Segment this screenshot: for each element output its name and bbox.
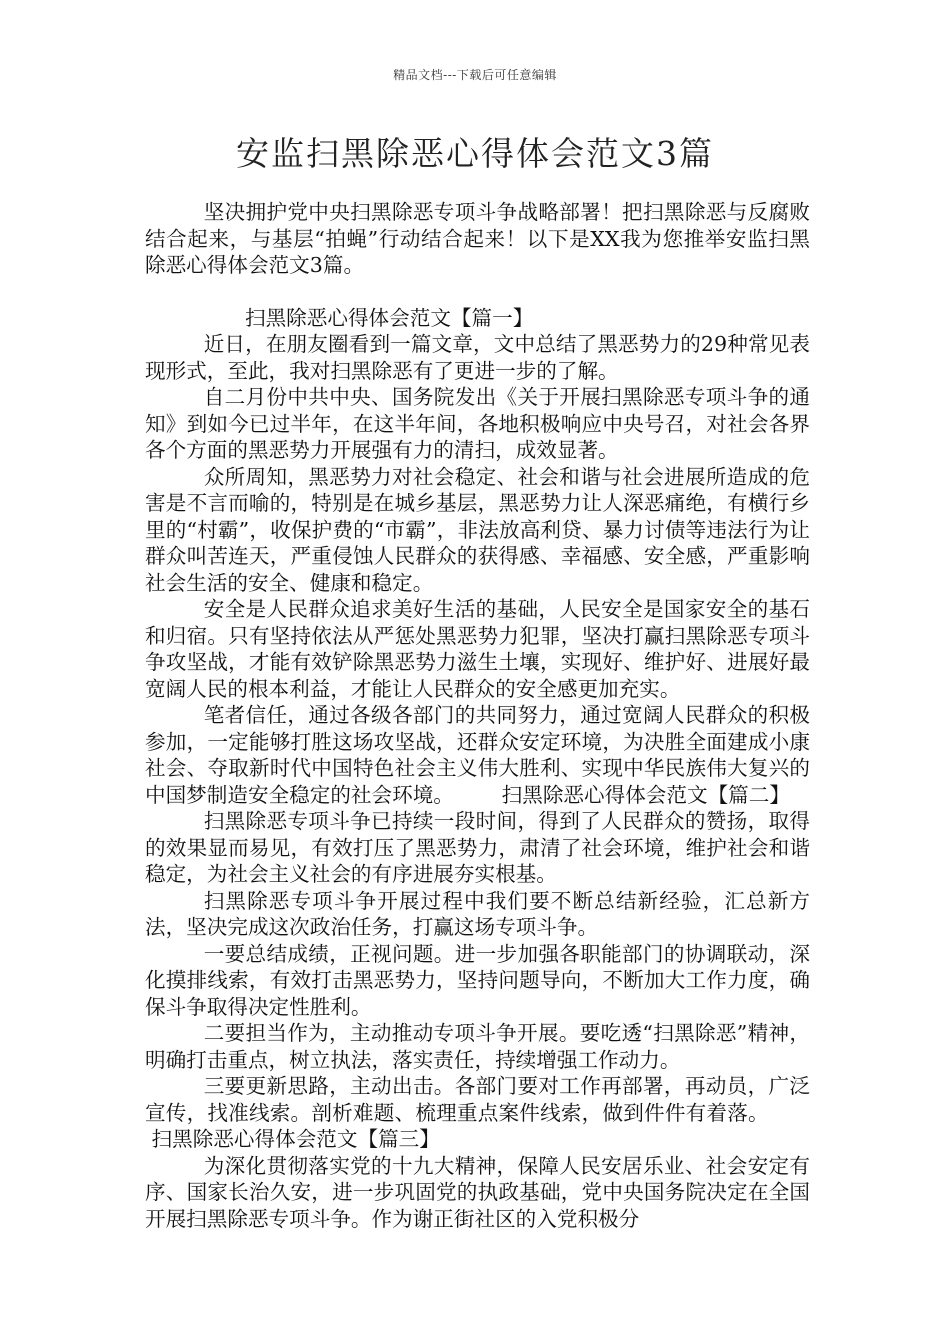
- paragraph: 众所周知，黑恶势力对社会稳定、社会和谐与社会进展所造成的危害是不言而喻的，特别是在城乡基层，黑恶势力让人深恶痛绝，有横行乡里的“村霸”，收保护费的“市霸”，非法放高利贷、暴力讨债等违法行为让群众叫苦连天，严重侵蚀人民群众的获得感、幸福感、安全感，严重影响社会生活的安全、健康和稳定。: [145, 464, 810, 595]
- section-heading-2: 扫黑除恶心得体会范文【篇二】: [501, 782, 790, 807]
- running-header: 精品文档---下载后可任意编辑: [393, 68, 557, 82]
- document-body: [145, 199, 810, 1232]
- paragraph: 近日，在朋友圈看到一篇文章，文中总结了黑恶势力的29种常见表现形式，至此，我对扫黑除恶有了更进一步的了解。: [145, 332, 810, 383]
- intro-paragraph: 坚决拥护党中央扫黑除恶专项斗争战略部署！把扫黑除恶与反腐败结合起来，与基层“拍蝇”行动结合起来！以下是XX我为您推举安监扫黑除恶心得体会范文3篇。: [145, 200, 810, 277]
- paragraph: 为深化贯彻落实党的十九大精神，保障人民安居乐业、社会安定有序、国家长治久安，进一步巩固党的执政基础，党中央国务院决定在全国开展扫黑除恶专项斗争。作为谢正街社区的入党积极分: [145, 1153, 810, 1231]
- paragraph: 扫黑除恶专项斗争开展过程中我们要不断总结新经验，汇总新方法，坚决完成这次政治任务，打赢这场专项斗争。: [145, 888, 810, 939]
- paragraph: 一要总结成绩，正视问题。进一步加强各职能部门的协调联动，深化摸排线索，有效打击黑恶势力，坚持问题导向，不断加大工作力度，确保斗争取得决定性胜利。: [145, 941, 810, 1019]
- paragraph: 三要更新思路，主动出击。各部门要对工作再部署，再动员，广泛宣传，找准线索。剖析难题、梳理重点案件线索，做到件件有着落。: [145, 1074, 810, 1125]
- section-heading-1: 扫黑除恶心得体会范文【篇一】: [245, 305, 534, 330]
- paragraph-with-heading: [145, 702, 810, 808]
- paragraph: 自二月份中共中央、国务院发出《关于开展扫黑除恶专项斗争的通知》到如今已过半年，在这半年间，各地积极响应中央号召，对社会各界各个方面的黑恶势力开展强有力的清扫，成效显著。: [145, 385, 810, 462]
- document-title: 安监扫黑除恶心得体会范文3篇: [236, 134, 714, 173]
- paragraph: 安全是人民群众追求美好生活的基础，人民安全是国家安全的基石和归宿。只有坚持依法从严惩处黑恶势力犯罪，坚决打赢扫黑除恶专项斗争攻坚战，才能有效铲除黑恶势力滋生土壤，实现好、维护好、进展好最宽阔人民的根本利益，才能让人民群众的安全感更加充实。: [145, 597, 810, 701]
- paragraph: 二要担当作为，主动推动专项斗争开展。要吃透“扫黑除恶”精神，明确打击重点，树立执法，落实责任，持续增强工作动力。: [145, 1021, 810, 1072]
- paragraph: 笔者信任，通过各级各部门的共同努力，通过宽阔人民群众的积极参加，一定能够打胜这场攻坚战，还群众安定环境，为决胜全面建成小康社会、夺取新时代中国特色社会主义伟大胜利、实现中华民族伟大复兴的中国梦制造安全稳定的社会环境。: [145, 703, 810, 807]
- paragraph: 扫黑除恶专项斗争已持续一段时间，得到了人民群众的赞扬，取得的效果显而易见，有效打压了黑恶势力，肃清了社会环境，维护社会和谐稳定，为社会主义社会的有序进展夯实根基。: [145, 809, 810, 886]
- paragraph-with-heading: [145, 1073, 810, 1153]
- section-heading-3: 扫黑除恶心得体会范文【篇三】: [151, 1127, 440, 1151]
